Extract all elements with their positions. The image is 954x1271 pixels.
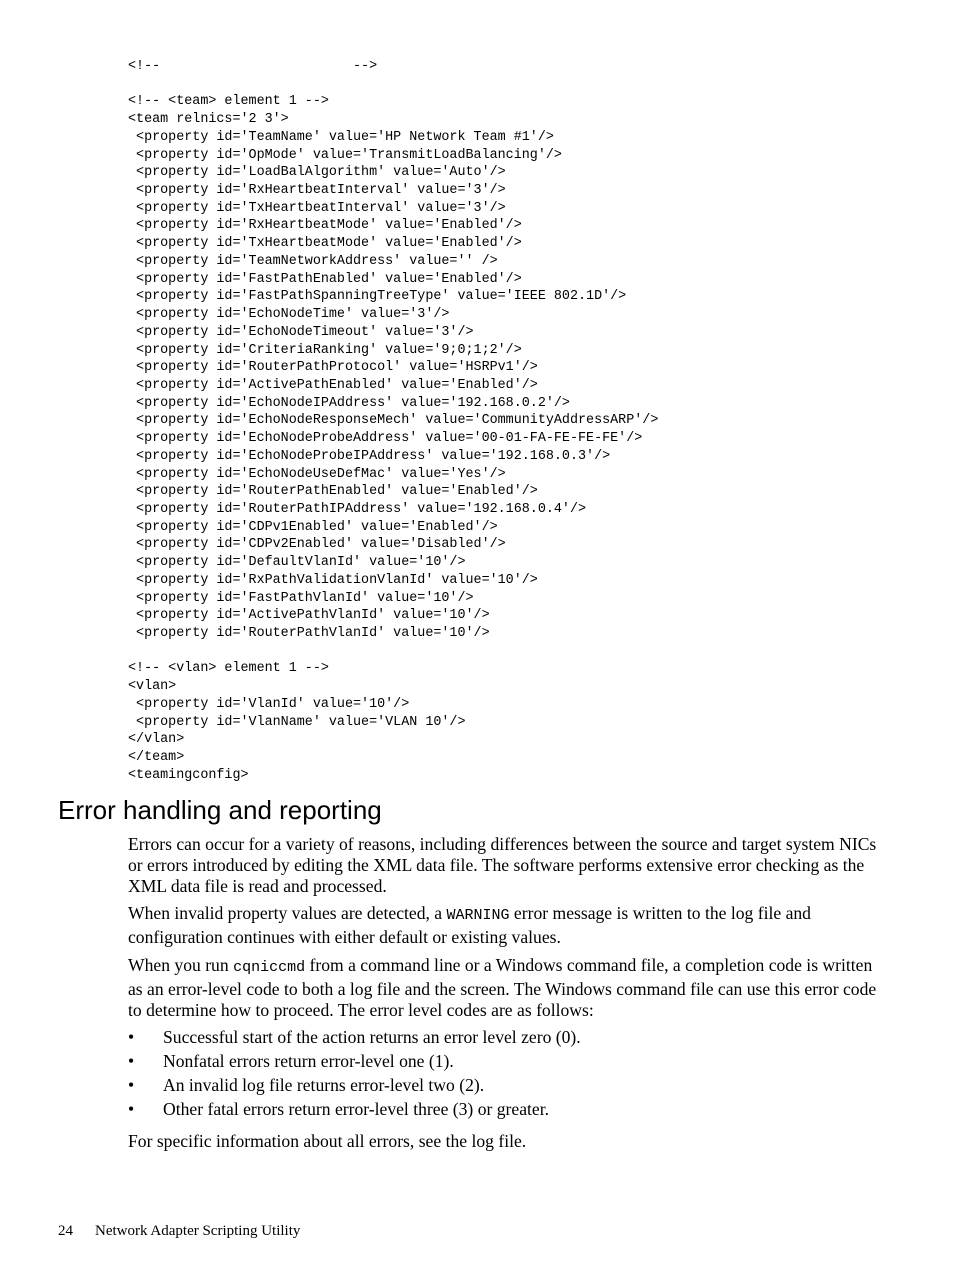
code-line: <property id='RouterPathVlanId' value='10'/>: [128, 626, 490, 641]
code-line: [128, 76, 658, 94]
bullet-icon: •: [128, 1075, 135, 1096]
paragraph-log-file: For specific information about all errors, see the log file.: [128, 1131, 527, 1152]
paragraph-error-levels-text-2: from a command line or a Windows command file, a completion code is written as an error-level code to both a log file and the screen. The Windows command file can use this error code to determine how to proceed. The error level codes are as follows:: [128, 954, 877, 1020]
code-line: <vlan>: [128, 679, 177, 695]
code-line: <property id='VlanName' value='VLAN 10'/>: [128, 714, 466, 730]
footer-book-title: Network Adapter Scripting Utility: [95, 1223, 301, 1239]
code-line: <property id='EchoNodeUseDefMac' value='Yes'/>: [128, 466, 506, 482]
code-line: <property id='FastPathSpanningTreeType' value='IEEE 802.1D'/>: [128, 289, 627, 305]
paragraph-error-levels: [128, 955, 878, 1020]
code-line: <property id='EchoNodeProbeAddress' value='00-01-FA-FE-FE-FE'/>: [128, 431, 643, 447]
paragraph-error-levels-text-1: When you run: [128, 954, 234, 975]
code-line: <property id='TxHeartbeatMode' value='Enabled'/>: [128, 236, 522, 252]
code-line: <property id='TeamName' value='HP Network Team #1'/>: [128, 129, 554, 145]
list-item-text: Other fatal errors return error-level three (3) or greater.: [163, 1099, 550, 1120]
code-line: </vlan>: [128, 732, 185, 748]
list-item-text: An invalid log file returns error-level two (2).: [163, 1075, 485, 1096]
code-line: [128, 643, 658, 661]
command-name-code: cqniccmd: [233, 958, 306, 976]
code-line: <property id='RxHeartbeatInterval' value='3'/>: [128, 183, 506, 199]
code-line: <!-- -->: [128, 59, 378, 74]
section-heading: Error handling and reporting: [58, 795, 382, 825]
code-line: <property id='TxHeartbeatInterval' value='3'/>: [128, 200, 506, 216]
page-number: 24: [58, 1223, 73, 1239]
warning-code: WARNING: [446, 907, 510, 925]
code-line: <property id='RxHeartbeatMode' value='Enabled'/>: [128, 218, 522, 234]
code-line: <property id='CriteriaRanking' value='9;0;1;2'/>: [128, 342, 522, 358]
code-line: <teamingconfig>: [128, 767, 249, 783]
code-line: <property id='RouterPathProtocol' value='HSRPv1'/>: [128, 360, 538, 376]
bullet-icon: •: [128, 1051, 135, 1072]
code-line: <property id='CDPv1Enabled' value='Enabled'/>: [128, 519, 498, 535]
page-footer: [58, 1222, 300, 1240]
code-line: <property id='EchoNodeResponseMech' value='CommunityAddressARP'/>: [128, 413, 659, 429]
list-item: [128, 1099, 878, 1123]
code-line: <property id='EchoNodeIPAddress' value='192.168.0.2'/>: [128, 395, 570, 411]
code-line: <property id='EchoNodeProbeIPAddress' value='192.168.0.3'/>: [128, 448, 611, 464]
code-line: <property id='OpMode' value='TransmitLoadBalancing'/>: [128, 147, 562, 163]
paragraph-errors-intro: Errors can occur for a variety of reasons, including differences between the source and target system NICs or errors introduced by editing the XML data file. The software performs extensive error checking as the XML data file is read and processed.: [128, 834, 877, 896]
code-line: <property id='ActivePathVlanId' value='10'/>: [128, 608, 490, 624]
code-line: <property id='FastPathVlanId' value='10'/>: [128, 590, 474, 606]
code-line: <property id='ActivePathEnabled' value='Enabled'/>: [128, 377, 538, 393]
code-line: <!-- <team> element 1 -->: [128, 94, 329, 110]
code-line: </team>: [128, 750, 185, 766]
code-line: <property id='LoadBalAlgorithm' value='Auto'/>: [128, 165, 506, 181]
code-line: <!-- <vlan> element 1 -->: [128, 661, 329, 677]
bullet-icon: •: [128, 1099, 135, 1120]
code-line: <team relnics='2 3'>: [128, 112, 289, 128]
list-item: [128, 1027, 878, 1051]
code-line: <property id='RouterPathEnabled' value='Enabled'/>: [128, 484, 538, 500]
list-item: [128, 1051, 878, 1075]
code-line: <property id='RxPathValidationVlanId' value='10'/>: [128, 572, 538, 588]
xml-code-block: [128, 58, 658, 784]
paragraph-warning-text-1: When invalid property values are detected, a: [128, 903, 447, 924]
code-line: <property id='FastPathEnabled' value='Enabled'/>: [128, 271, 522, 287]
paragraph-warning-text-2: error message is written to the log file and configuration continues with either default or existing values.: [128, 903, 811, 948]
error-level-list: [128, 1027, 878, 1123]
section-body: [128, 834, 878, 1159]
bullet-icon: •: [128, 1027, 135, 1048]
code-line: <property id='EchoNodeTime' value='3'/>: [128, 307, 450, 323]
code-line: <property id='RouterPathIPAddress' value='192.168.0.4'/>: [128, 501, 587, 517]
code-line: <property id='DefaultVlanId' value='10'/>: [128, 555, 466, 571]
list-item-text: Successful start of the action returns an error level zero (0).: [163, 1027, 581, 1048]
code-line: <property id='CDPv2Enabled' value='Disabled'/>: [128, 537, 506, 553]
code-line: <property id='EchoNodeTimeout' value='3'/>: [128, 324, 474, 340]
list-item: [128, 1075, 878, 1099]
list-item-text: Nonfatal errors return error-level one (1).: [163, 1051, 454, 1072]
paragraph-warning: [128, 903, 878, 948]
code-line: <property id='VlanId' value='10'/>: [128, 696, 410, 712]
code-line: <property id='TeamNetworkAddress' value='' />: [128, 253, 498, 269]
